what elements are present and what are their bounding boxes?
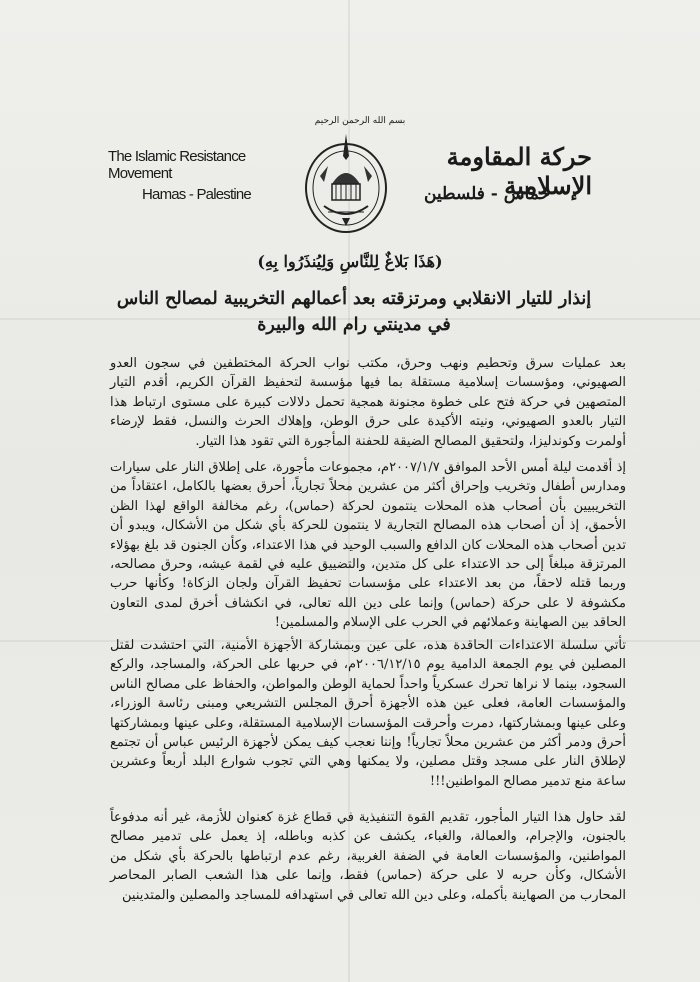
hamas-emblem-icon — [302, 126, 390, 236]
org-name-english: The Islamic Resistance Movement — [108, 148, 246, 182]
basmala: بسم الله الرحمن الرحيم — [314, 116, 406, 126]
org-name-arabic: حركة المقاومة الإسلامية — [446, 142, 592, 200]
org-subtitle-english: Hamas - Palestine — [142, 186, 251, 203]
headline: إنذار للتيار الانقلابي ومرتزقته بعد أعمالهم التخريبية لمصالح الناس في مدينتي رام الله والبيرة — [116, 289, 592, 335]
paragraph-1: بعد عمليات سرق وتحطيم ونهب وحرق، مكتب نواب الحركة المختطفين في سجون العدو الصهيوني، ومؤسسات إسلامية مستقلة بما فيها مؤسسة لتحفيظ القرآن الكريم، أقدم التيار المتصهين في حركة فتح على خطوة مجنونة همجية تحمل دلالات كبيرة على مستوى ارتباط هذا التيار بالعدو الصهيوني، ونيته الأكيدة على حرق الوطن، وإهلاك الحرث والنسل، فقط لإرضاء أولمرت وكوندليزا، ولتحقيق المصالح الضيقة للحفنة المأجورة التي تقود هذا التيار. — [110, 356, 626, 449]
quran-quote: (هَذَا بَلاغٌ لِلنَّاسِ وَلِيُنذَرُوا بِهِ) — [257, 252, 443, 271]
org-subtitle-arabic: حماس - فلسطين — [423, 184, 551, 204]
paragraph-3: تأتي سلسلة الاعتداءات الحاقدة هذه، على عين وبمشاركة الأجهزة الأمنية، التي احتشدت لقتل المصلين في يوم الجمعة الدامية يوم ٢٠٠٦/١٢/١٥م، في حربها على الحركة، والمساجد، والركع السجود، بينما لا نراها تحرك عسكرياً واحداً لحماية الوطن والمواطن، والحفاظ على مصالح الناس والمؤسسات العامة، فعلى عين هذه الأجهزة أحرق المجلس التشريعي ومبنى رئاسة الوزراء، وعلى عينها وبمشاركتها، دمرت وأحرقت المؤسسات الإسلامية المستقلة، وعلى عينها وبمشاركتها أحرق ودمر أكثر من عشرين محلاً تجارياً! وإننا نعجب كيف يمكن لأجهزة الرئيس عباس أن تجتمع لإطلاق النار على مسجد وقتل مصلين، ولا يمكنها وهي التي تجوب شوارع البلد أربعاً وعشرين ساعة منع تدمير مصالح المواطنين!!! — [110, 638, 626, 789]
paragraph-2: إذ أقدمت ليلة أمس الأحد الموافق ٢٠٠٧/١/٧م، مجموعات مأجورة، على إطلاق النار على سيارات ومدارس أطفال وتخريب وإحراق أكثر من عشرين محلاً تجارياً، أحرق بعضها بالكامل، اعتقاداً من التخريبيين بأن أصحاب هذه المحلات ينتمون لحركة (حماس)، رغم مخالفة الواقع لهذا الظن الأحمق، إذ أن أصحاب هذه المصالح التجارية لا ينتمون للحركة بأي شكل من الأشكال، ويبدو أن تدين أصحاب هذه المحلات كان الدافع والسبب الوحيد في هذا الاعتداء، وكأن الجنون قد بلغ بهؤلاء المرتزقة مبلغاً إلى حد الاعتداء على كل متدين، والتضييق عليه في لقمة عيشه، وحرق مصالحه، وربما قتله لاحقاً، من بعد الاعتداء على مؤسسات تحفيظ القرآن ولجان الزكاة! وكأنها حرب مكشوفة لا على حركة (حماس) وإنما على دين الله تعالى، في انكشاف أخرق لمدى التعاون الحاقد بين الصهاينة وعملائهم في الحرب على الإسلام والمسلمين! — [110, 460, 626, 631]
paragraph-4: لقد حاول هذا التيار المأجور، تقديم القوة التنفيذية في قطاع غزة كعنوان للأزمة، غير أنه مدفوعاً بالجنون، والإجرام، والعمالة، والغباء، يكشف عن كذبه وباطله، إذ يعمل على تدمير مصالح المواطنين، والمؤسسات العامة في الضفة الغربية، رغم عدم ارتباطها بالحركة بأي شكل من الأشكال، وكأن حربه لا على حركة (حماس) فقط، وإنما على هذا الشعب الصابر المحاصر المحارب من الصهاينة بأكمله، وعلى دين الله تعالى في استهدافه للمساجد والمصلين والمتدينين — [110, 810, 626, 903]
